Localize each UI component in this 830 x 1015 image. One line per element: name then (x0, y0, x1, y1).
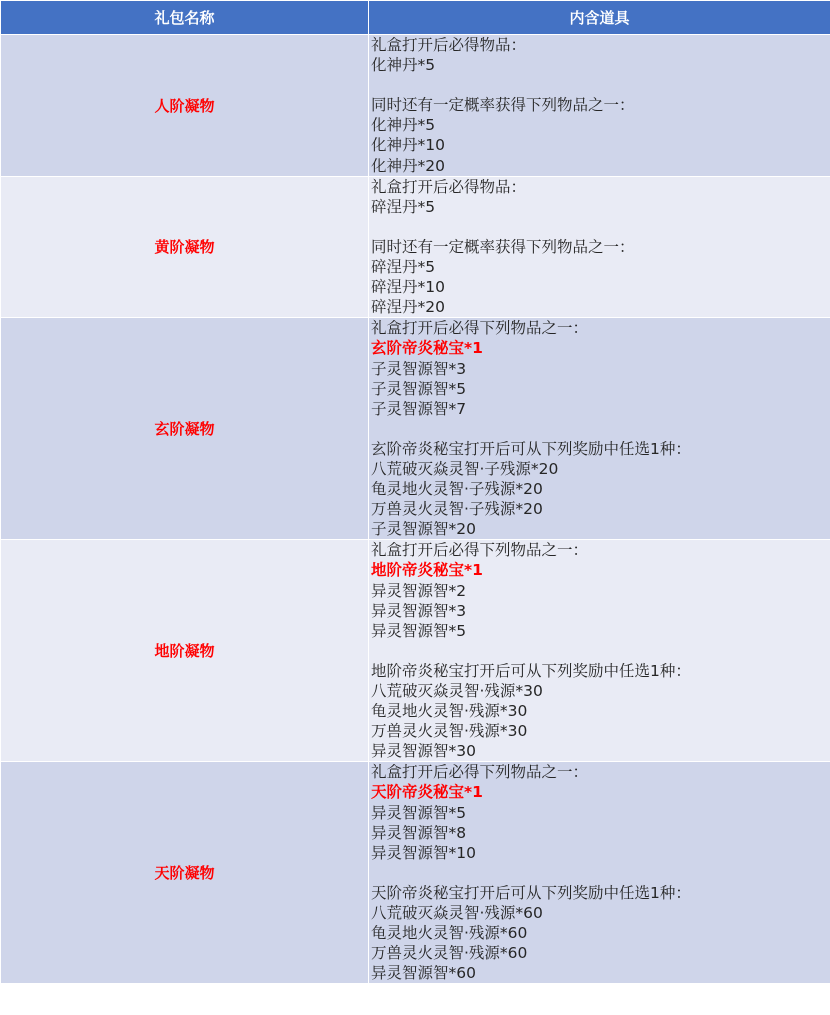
highlight-item-line: 玄阶帝炎秘宝*1 (371, 339, 483, 358)
item-line: 子灵智源智*3 (371, 359, 467, 378)
item-line: 万兽灵火灵智·子残源*20 (371, 500, 543, 519)
item-line: 化神丹*10 (371, 136, 445, 155)
item-line: 礼盒打开后必得下列物品之一： (371, 763, 589, 782)
item-line: 万兽灵火灵智·残源*30 (371, 722, 528, 741)
header-contents: 内含道具 (369, 1, 830, 35)
gift-name-cell: 天阶凝物 (1, 762, 369, 984)
item-line: 子灵智源智*7 (371, 399, 467, 418)
item-line: 异灵智源智*3 (371, 601, 467, 620)
table-row (1, 762, 830, 984)
item-line: 龟灵地火灵智·子残源*20 (371, 480, 543, 499)
gift-contents-cell (369, 318, 830, 540)
item-line: 玄阶帝炎秘宝打开后可从下列奖励中任选1种： (371, 439, 691, 458)
item-line: 化神丹*5 (371, 56, 436, 75)
item-line: 八荒破灭焱灵智·残源*30 (371, 682, 543, 700)
item-line: 碎涅丹*5 (371, 197, 436, 216)
item-line: 碎涅丹*20 (371, 298, 445, 317)
item-line: 礼盒打开后必得下列物品之一： (371, 319, 589, 338)
blank-line (371, 641, 830, 661)
item-line: 地阶帝炎秘宝打开后可从下列奖励中任选1种： (371, 661, 691, 680)
table-row (1, 540, 830, 762)
item-line: 同时还有一定概率获得下列物品之一： (371, 96, 635, 115)
table-row (1, 318, 830, 540)
highlight-item-line: 地阶帝炎秘宝*1 (371, 561, 483, 580)
item-line: 异灵智源智*5 (371, 621, 467, 640)
gift-contents-cell (369, 176, 830, 318)
gift-contents-cell (369, 762, 830, 984)
gift-contents-cell (369, 35, 830, 177)
table-row (1, 176, 830, 318)
item-line: 礼盒打开后必得物品： (371, 177, 527, 196)
item-line: 化神丹*5 (371, 116, 436, 135)
gift-name-cell: 黄阶凝物 (1, 176, 369, 318)
blank-line (371, 419, 830, 439)
gift-name-cell: 玄阶凝物 (1, 318, 369, 540)
item-line: 碎涅丹*5 (371, 258, 436, 277)
item-line: 异灵智源智*5 (371, 803, 467, 822)
item-line: 礼盒打开后必得下列物品之一： (371, 541, 589, 560)
item-line: 化神丹*20 (371, 156, 445, 175)
gift-name-cell: 地阶凝物 (1, 540, 369, 762)
item-line: 异灵智源智*2 (371, 581, 467, 600)
item-line: 碎涅丹*10 (371, 278, 445, 297)
table-row (1, 35, 830, 177)
item-line: 八荒破灭焱灵智·残源*60 (371, 904, 543, 923)
item-line: 异灵智源智*10 (371, 843, 476, 862)
item-line: 异灵智源智*60 (371, 964, 476, 983)
item-line: 礼盒打开后必得物品： (371, 36, 527, 54)
item-line: 八荒破灭焱灵智·子残源*20 (371, 459, 559, 478)
item-line: 龟灵地火灵智·残源*30 (371, 702, 528, 721)
item-line: 子灵智源智*20 (371, 520, 476, 539)
item-line: 异灵智源智*30 (371, 742, 476, 761)
blank-line (371, 863, 830, 883)
item-line: 万兽灵火灵智·残源*60 (371, 944, 528, 963)
gift-name-cell: 人阶凝物 (1, 35, 369, 177)
table-header-row (1, 1, 830, 35)
highlight-item-line: 天阶帝炎秘宝*1 (371, 783, 483, 802)
item-line: 子灵智源智*5 (371, 379, 467, 398)
blank-line (371, 75, 830, 95)
table-body (1, 35, 830, 984)
blank-line (371, 217, 830, 237)
item-line: 天阶帝炎秘宝打开后可从下列奖励中任选1种： (371, 883, 691, 902)
header-gift-name: 礼包名称 (1, 1, 369, 35)
gift-contents-cell (369, 540, 830, 762)
item-line: 异灵智源智*8 (371, 823, 467, 842)
item-line: 同时还有一定概率获得下列物品之一： (371, 237, 635, 256)
item-line: 龟灵地火灵智·残源*60 (371, 924, 528, 943)
